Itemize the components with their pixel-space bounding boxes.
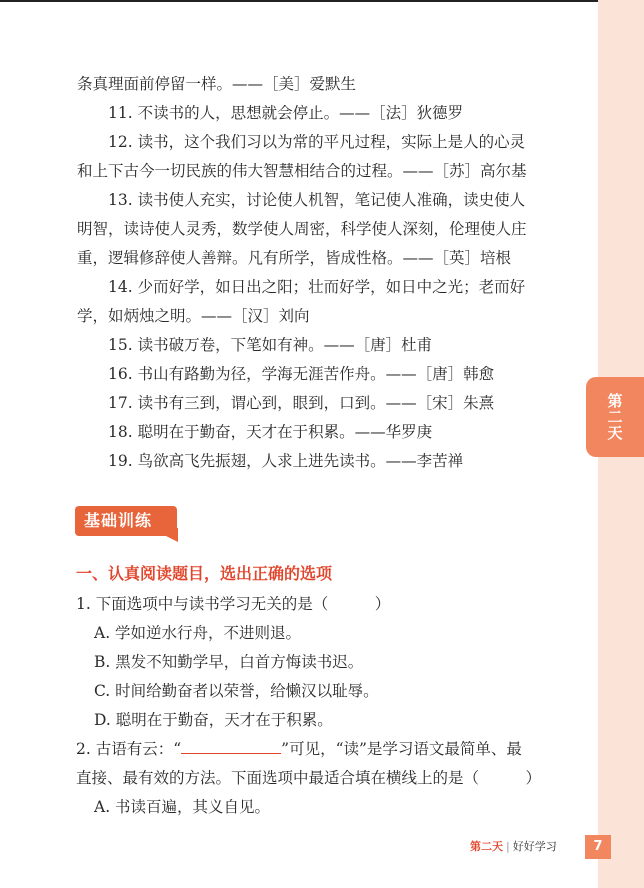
quote-line: 重，逻辑修辞使人善辩。凡有所学，皆成性格。——［英］培根 (77, 249, 512, 267)
question-1-stem: 1. 下面选项中与读书学习无关的是（ ） (76, 595, 391, 613)
question-1-option-d[interactable]: D. 聪明在于勤奋，天才在于积累。 (94, 711, 333, 729)
quote-line: 17. 读书有三到，谓心到，眼到，口到。——［宋］朱熹 (108, 394, 495, 412)
question-2-stem (76, 738, 522, 760)
quote-line: 14. 少而好学，如日出之阳；壮而好学，如日中之光；老而好 (108, 278, 526, 296)
quote-line: 19. 鸟欲高飞先振翅，人求上进先读书。——李苦禅 (108, 452, 464, 470)
quote-line: 18. 聪明在于勤奋，天才在于积累。——华罗庚 (108, 423, 433, 441)
quote-line: 11. 不读书的人，思想就会停止。——［法］狄德罗 (108, 104, 464, 122)
chapter-side-tab (586, 377, 644, 457)
quote-line: 15. 读书破万卷，下笔如有神。——［唐］杜甫 (108, 336, 433, 354)
section-badge-label: 基础训练 (84, 511, 153, 530)
quote-line: 明智，读诗使人灵秀，数学使人周密，科学使人深刻，伦理使人庄 (77, 220, 527, 238)
question-1-option-c[interactable]: C. 时间给勤奋者以荣誉，给懒汉以耻辱。 (94, 682, 379, 700)
fill-in-blank[interactable] (181, 739, 281, 754)
quote-line: 条真理面前停留一样。——［美］爱默生 (77, 75, 357, 93)
question-2-stem-line2: 直接、最有效的方法。下面选项中最适合填在横线上的是（ ） (76, 769, 542, 787)
quote-line: 16. 书山有路勤为径，学海无涯苦作舟。——［唐］韩愈 (108, 365, 495, 383)
footer-title: 好好学习 (512, 840, 557, 853)
page-number: 7 (585, 835, 611, 859)
footer-separator: | (506, 840, 510, 853)
question-1-option-a[interactable]: A. 学如逆水行舟，不进则退。 (94, 624, 302, 642)
question-2-stem-start: 2. 古语有云：“ (76, 740, 182, 758)
page-footer (470, 837, 582, 857)
question-1-option-b[interactable]: B. 黑发不知勤学早，白首方悔读书迟。 (94, 653, 364, 671)
chapter-side-tab-label: 第二天 (605, 393, 624, 441)
question-2-stem-end: ”可见，“读”是学习语文最简单、最 (281, 740, 522, 758)
footer-chapter: 第二天 (470, 840, 503, 853)
quote-line: 学，如炳烛之明。——［汉］刘向 (77, 307, 310, 325)
question-2-option-a[interactable]: A. 书读百遍，其义自见。 (94, 798, 271, 816)
top-rule (0, 0, 598, 2)
section-heading: 一、认真阅读题目，选出正确的选项 (76, 564, 333, 583)
quote-line: 12. 读书，这个我们习以为常的平凡过程，实际上是人的心灵 (108, 133, 526, 151)
quote-line: 13. 读书使人充实，讨论使人机智，笔记使人准确，读史使人 (108, 191, 526, 209)
quote-line: 和上下古今一切民族的伟大智慧相结合的过程。——［苏］高尔基 (77, 162, 527, 180)
